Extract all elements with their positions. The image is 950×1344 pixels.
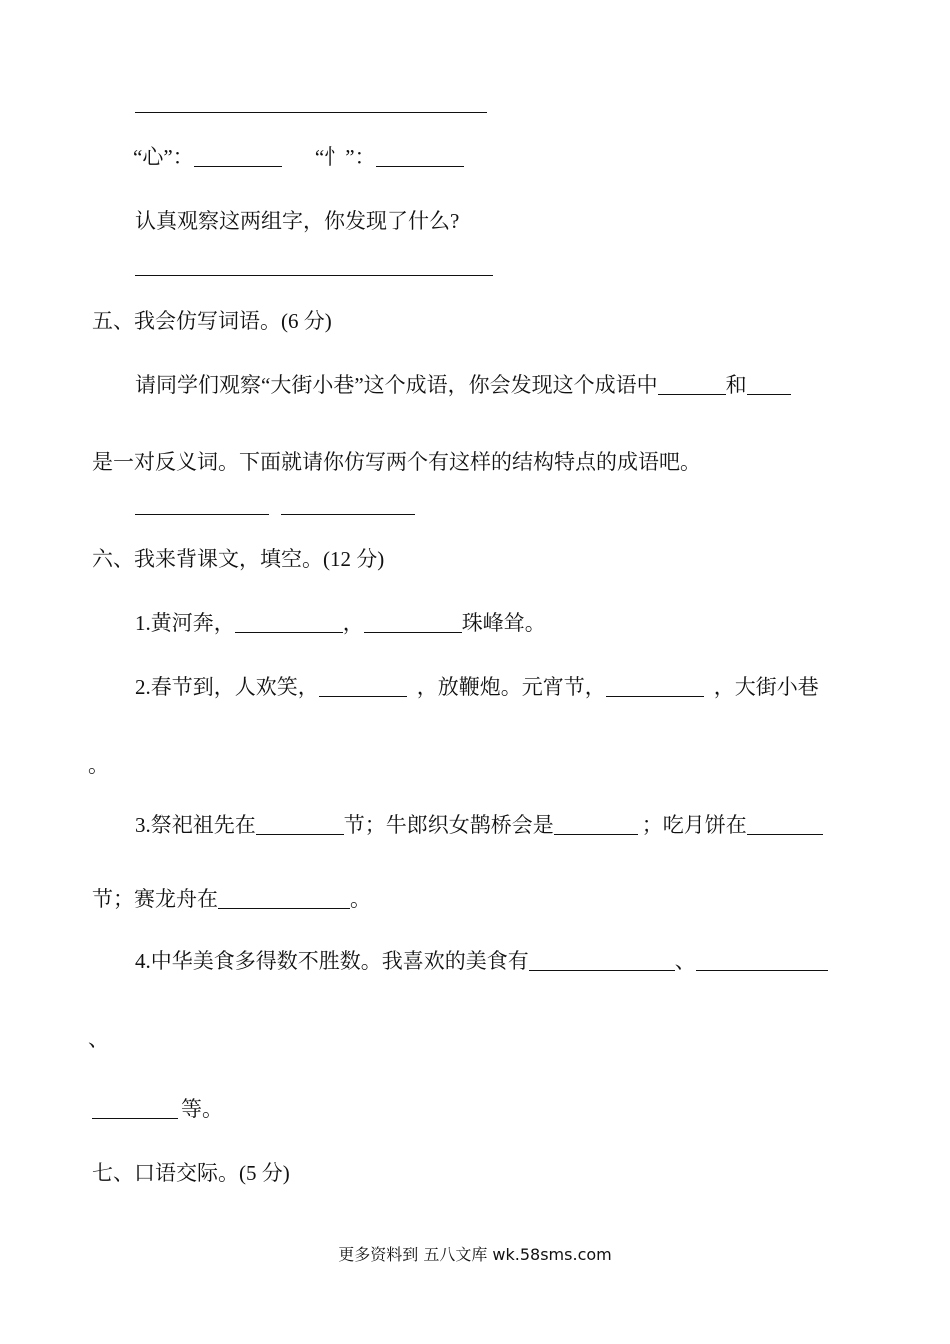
question-4 — [135, 948, 828, 974]
antonym-blank-2[interactable] — [747, 374, 791, 395]
q3-text-a: 3.祭祀祖先在 — [135, 813, 256, 837]
q4-text-b: 、 — [674, 949, 696, 973]
antonym-blank-1[interactable] — [658, 374, 726, 395]
q3-text-d: 节；赛龙舟在 — [92, 887, 218, 911]
footer-watermark: 更多资料到 五八文库 wk.58sms.com — [338, 1245, 612, 1264]
radical-xin-row — [133, 144, 464, 170]
q2-blank-1[interactable] — [319, 676, 407, 697]
section-7-heading: 七、口语交际。(5 分) — [92, 1161, 290, 1185]
radical-shu-label: “忄”： — [314, 145, 376, 169]
q3-blank-4[interactable] — [218, 888, 350, 909]
section-5-line-1 — [135, 372, 791, 398]
q4-blank-1[interactable] — [529, 950, 675, 971]
q3-blank-3[interactable] — [747, 814, 823, 835]
section-5-prompt: 请同学们观察“大街小巷”这个成语，你会发现这个成语中 — [135, 373, 658, 397]
section-5-and: 和 — [725, 373, 747, 397]
section-5-heading: 五、我会仿写词语。(6 分) — [92, 309, 332, 333]
q2-text-c: ，大街小巷 — [713, 675, 819, 699]
q2-text-a: 2.春节到，人欢笑， — [135, 675, 319, 699]
q4-separator: 、 — [88, 1027, 109, 1051]
q1-blank-1[interactable] — [235, 612, 343, 633]
section-6-heading: 六、我来背课文，填空。(12 分) — [92, 547, 385, 571]
observe-answer-line[interactable] — [135, 275, 493, 276]
q3-text-c: ；吃月饼在 — [641, 813, 747, 837]
question-3 — [135, 812, 823, 838]
q3-blank-1[interactable] — [256, 814, 344, 835]
question-3-cont — [92, 886, 371, 912]
q1-text-c: 珠峰耸。 — [461, 611, 546, 635]
section-5-line-2: 是一对反义词。下面就请你仿写两个有这样的结构特点的成语吧。 — [92, 450, 701, 474]
idiom-answer-line-1[interactable] — [135, 514, 269, 515]
observe-question: 认真观察这两组字，你发现了什么? — [135, 209, 460, 233]
q1-text-b: ， — [342, 611, 364, 635]
q1-blank-2[interactable] — [364, 612, 462, 633]
question-1 — [135, 610, 546, 636]
q3-text-b: 节；牛郎织女鹊桥会是 — [343, 813, 554, 837]
q4-blank-3[interactable] — [92, 1098, 178, 1119]
q4-text-a: 4.中华美食多得数不胜数。我喜欢的美食有 — [135, 949, 529, 973]
q3-blank-2[interactable] — [554, 814, 638, 835]
q2-blank-2[interactable] — [606, 676, 704, 697]
q1-text-a: 1.黄河奔， — [135, 611, 235, 635]
radical-shu-blank[interactable] — [376, 146, 464, 167]
answer-line-top[interactable] — [135, 112, 487, 113]
question-2 — [135, 674, 819, 700]
radical-xin-blank[interactable] — [194, 146, 282, 167]
idiom-answer-line-2[interactable] — [281, 514, 415, 515]
radical-xin-label: “心”： — [133, 145, 194, 169]
question-4-cont — [92, 1096, 223, 1122]
q3-text-e: 。 — [350, 887, 371, 911]
q2-text-b: ，放鞭炮。元宵节， — [416, 675, 606, 699]
q4-blank-2[interactable] — [696, 950, 828, 971]
q4-text-end: 等。 — [181, 1097, 223, 1121]
q2-end: 。 — [88, 753, 109, 777]
